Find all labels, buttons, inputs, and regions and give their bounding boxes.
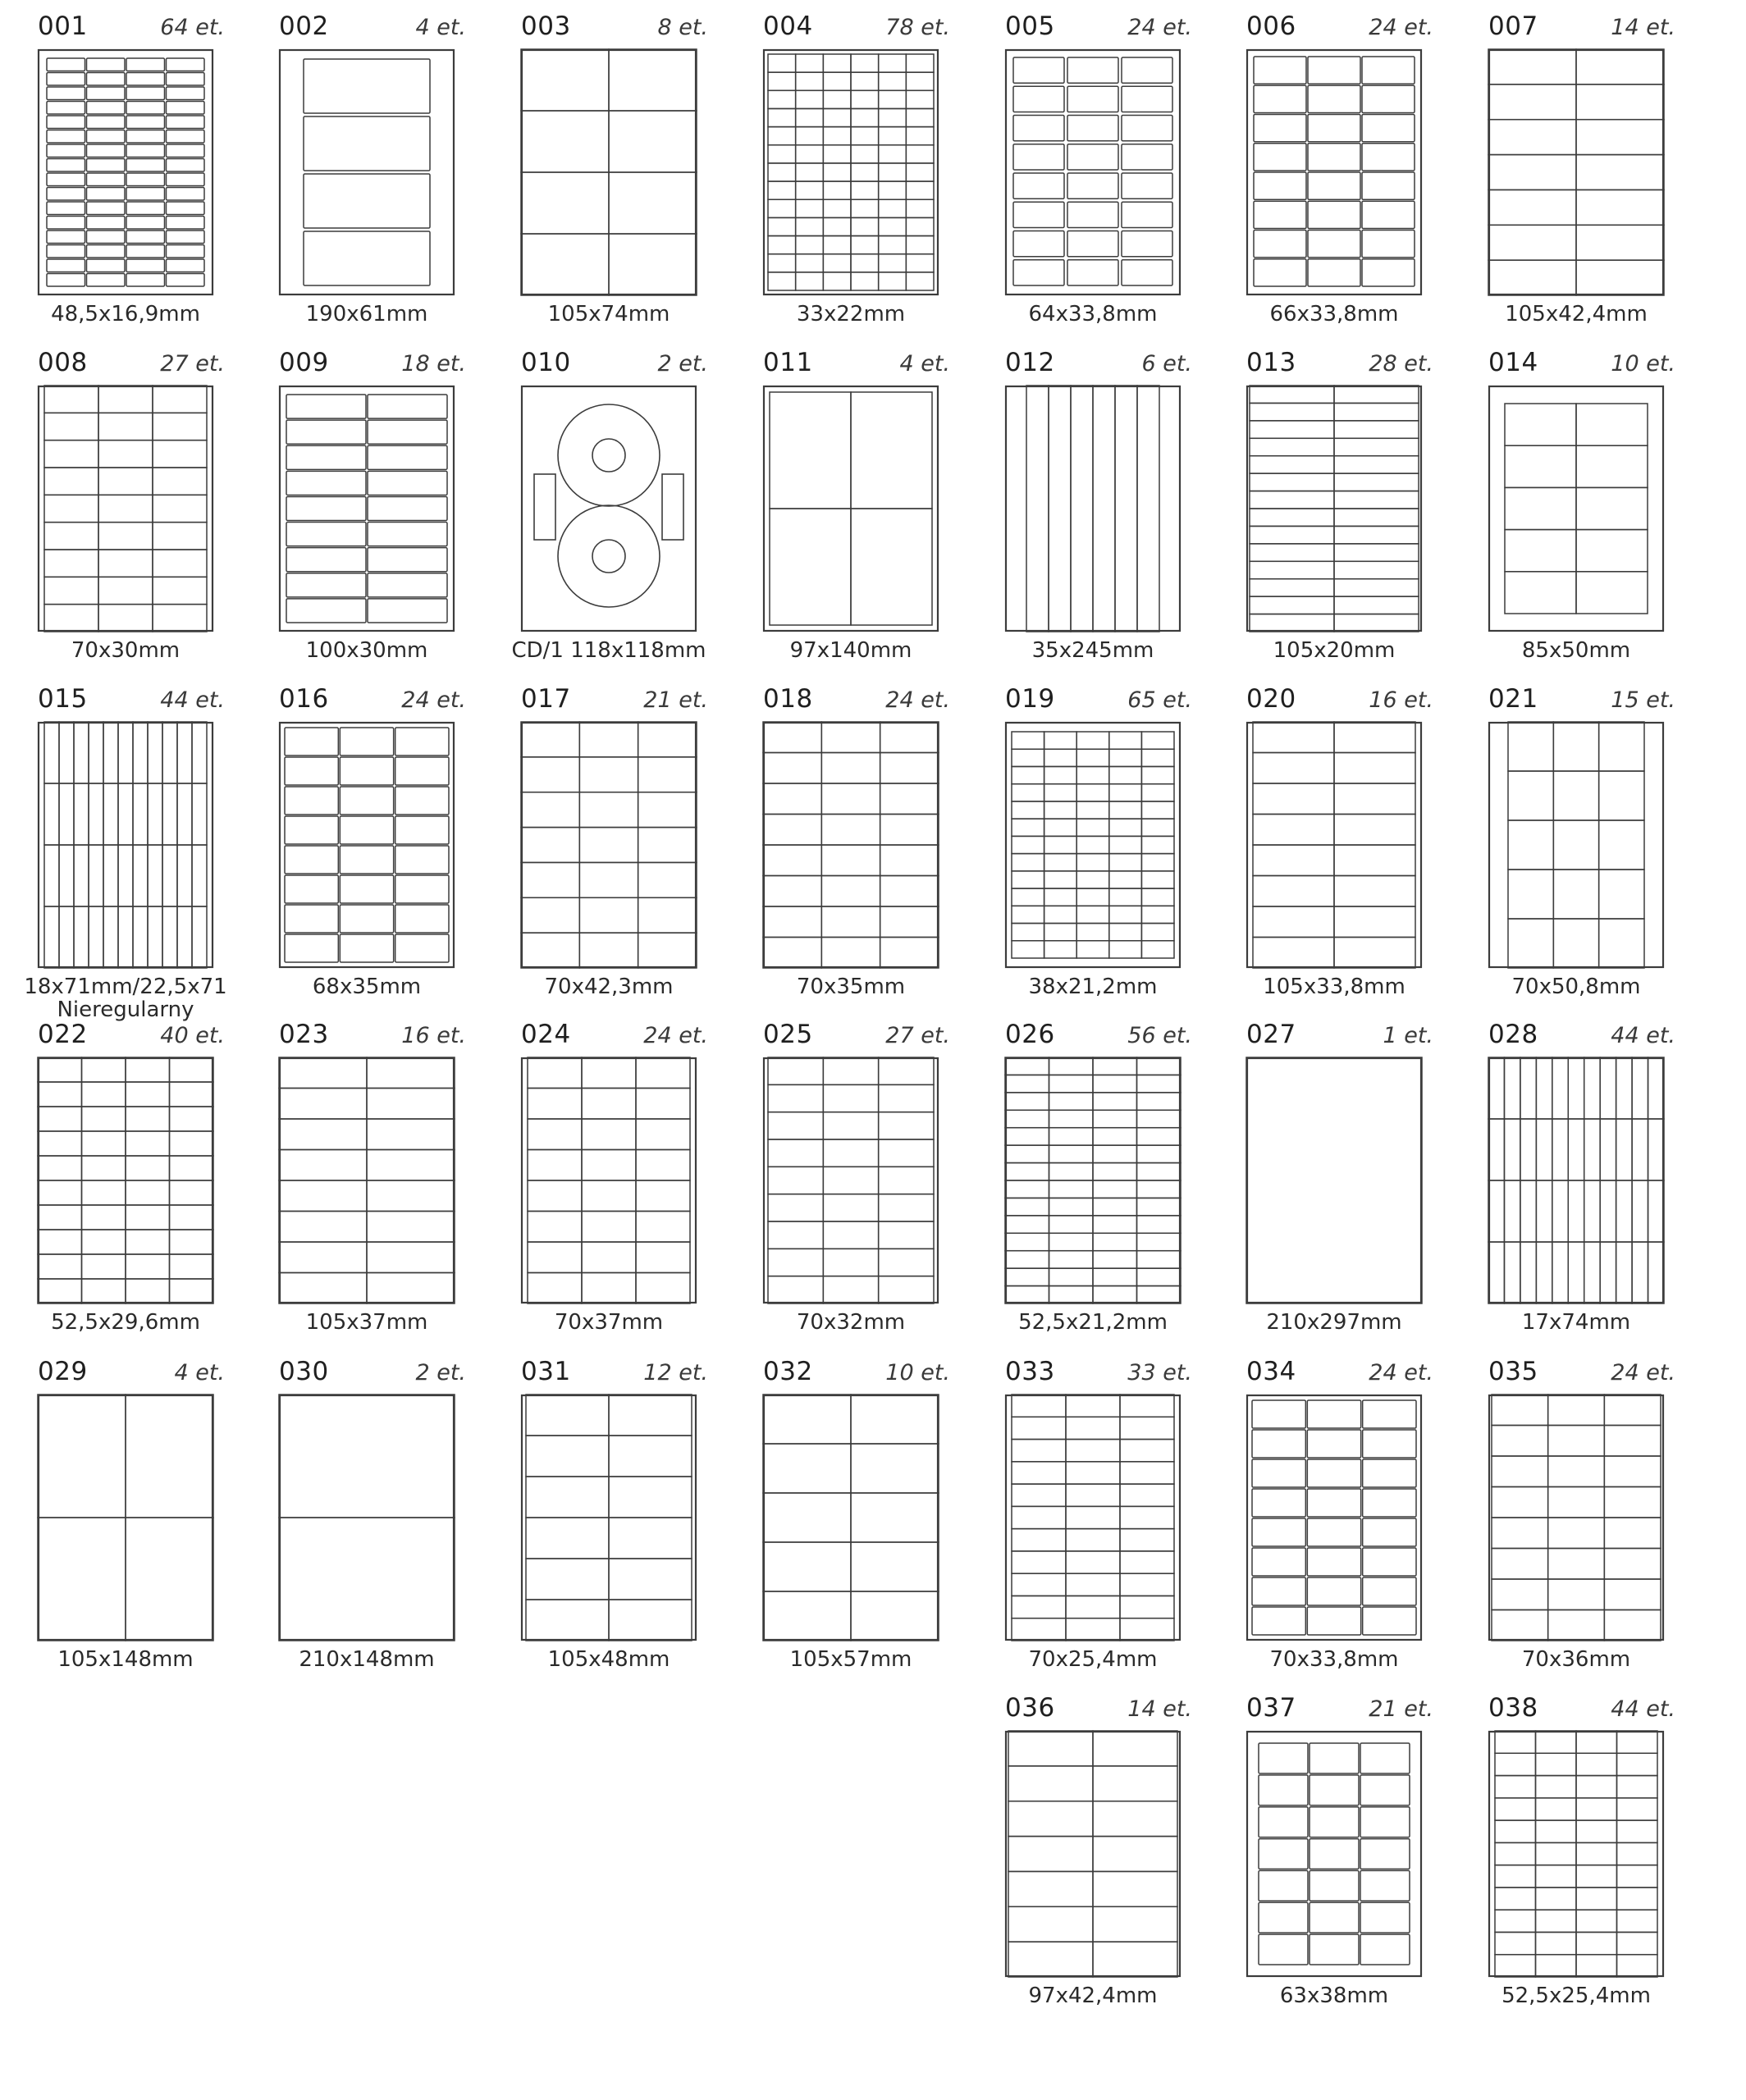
label-dimensions: 105x37mm [305, 1310, 428, 1335]
label-dimensions: 70x42,3mm [544, 975, 674, 999]
label-count: 64 et. [160, 15, 225, 40]
template-code: 006 [1246, 11, 1296, 41]
label-dimensions: 33x22mm [796, 302, 906, 326]
sheet-drawing [279, 1057, 455, 1303]
label-dimensions: 70x35mm [796, 975, 906, 999]
label-dimensions: 210x148mm [299, 1647, 435, 1672]
sheet-preview [279, 386, 455, 632]
sheet-drawing [1246, 386, 1422, 632]
sheet-outline [1006, 723, 1180, 967]
sheet-preview [1488, 1057, 1664, 1303]
sheet-preview [521, 1057, 697, 1303]
sheet-preview [1488, 1731, 1664, 1977]
template-code: 019 [1005, 684, 1055, 714]
sheet-outline [522, 723, 696, 967]
sheet-preview [38, 722, 213, 968]
template-code: 012 [1005, 348, 1055, 377]
label-count: 18 et. [401, 351, 466, 377]
label-template-033[interactable] [1000, 1355, 1197, 1680]
template-code: 038 [1488, 1693, 1538, 1723]
label-count: 33 et. [1127, 1360, 1192, 1386]
sheet-preview [279, 1057, 455, 1303]
label-count: 24 et. [1369, 15, 1433, 40]
label-template-009[interactable] [274, 346, 471, 671]
label-template-027[interactable] [1241, 1018, 1438, 1343]
sheet-drawing [38, 49, 213, 295]
sheet-preview [1005, 386, 1181, 632]
sheet-outline [1247, 1058, 1421, 1303]
sheet-drawing [1488, 1395, 1664, 1641]
label-dimensions: 100x30mm [305, 638, 428, 663]
label-count: 1 et. [1383, 1023, 1433, 1048]
sheet-preview [1246, 386, 1422, 632]
label-count: 14 et. [1127, 1696, 1192, 1722]
sheet-outline [1247, 1395, 1421, 1640]
label-template-028[interactable] [1483, 1018, 1680, 1343]
label-dimensions: 68x35mm [312, 975, 422, 999]
template-code: 036 [1005, 1693, 1055, 1723]
label-count: 27 et. [160, 351, 225, 377]
template-code: 024 [521, 1020, 571, 1049]
sheet-drawing [1005, 1057, 1181, 1303]
label-count: 78 et. [885, 15, 950, 40]
sheet-drawing [279, 386, 455, 632]
sheet-drawing [1488, 49, 1664, 295]
label-template-036[interactable] [1000, 1691, 1197, 2016]
sheet-drawing [38, 1057, 213, 1303]
sheet-preview [1488, 49, 1664, 295]
label-count: 4 et. [415, 15, 466, 40]
label-count: 16 et. [1369, 687, 1433, 713]
label-template-022[interactable] [33, 1018, 230, 1343]
sheet-outline [522, 386, 696, 631]
label-dimensions: 105x74mm [547, 302, 670, 326]
sheet-drawing [1005, 1395, 1181, 1641]
label-dimensions: 97x42,4mm [1028, 1984, 1158, 2008]
label-count: 24 et. [885, 687, 950, 713]
sheet-drawing [1488, 386, 1664, 632]
template-code: 007 [1488, 11, 1538, 41]
template-code: 037 [1246, 1693, 1296, 1723]
label-dimensions: 38x21,2mm [1028, 975, 1158, 999]
label-template-020[interactable] [1241, 682, 1438, 1007]
label-count: 24 et. [1611, 1360, 1675, 1386]
template-code: 004 [763, 11, 813, 41]
label-dimensions: 105x148mm [57, 1647, 194, 1672]
sheet-drawing [1005, 49, 1181, 295]
template-code: 029 [38, 1357, 88, 1386]
sheet-preview [763, 1395, 939, 1641]
label-template-012[interactable] [1000, 346, 1197, 671]
label-count: 10 et. [1611, 351, 1675, 377]
sheet-outline [280, 386, 454, 631]
template-code: 002 [279, 11, 329, 41]
sheet-outline [39, 386, 213, 631]
label-count: 44 et. [1611, 1023, 1675, 1048]
sheet-drawing [521, 722, 697, 968]
label-template-005[interactable] [1000, 10, 1197, 335]
label-count: 27 et. [885, 1023, 950, 1048]
sheet-drawing [763, 49, 939, 295]
label-count: 44 et. [160, 687, 225, 713]
sheet-preview [521, 722, 697, 968]
sheet-preview [1005, 1057, 1181, 1303]
sheet-preview [279, 722, 455, 968]
template-code: 022 [38, 1020, 88, 1049]
label-dimensions: 105x42,4mm [1505, 302, 1648, 326]
template-code: 035 [1488, 1357, 1538, 1386]
sheet-preview [521, 386, 697, 632]
sheet-preview [1005, 1731, 1181, 1977]
label-dimensions: 70x25,4mm [1028, 1647, 1158, 1672]
label-template-031[interactable] [516, 1355, 713, 1680]
label-dimensions: 70x30mm [71, 638, 181, 663]
sheet-drawing [1005, 1731, 1181, 1977]
label-template-021[interactable] [1483, 682, 1680, 1007]
label-count: 10 et. [885, 1360, 950, 1386]
template-code: 010 [521, 348, 571, 377]
label-template-007[interactable] [1483, 10, 1680, 335]
label-count: 15 et. [1611, 687, 1675, 713]
template-code: 030 [279, 1357, 329, 1386]
label-template-019[interactable] [1000, 682, 1197, 1007]
sheet-preview [1488, 1395, 1664, 1641]
label-dimensions: 18x71mm/22,5x71 [24, 975, 227, 999]
label-count: 24 et. [401, 687, 466, 713]
label-note: Nieregularny [57, 998, 194, 1022]
sheet-drawing [763, 386, 939, 632]
label-template-006[interactable] [1241, 10, 1438, 335]
label-dimensions: 70x36mm [1521, 1647, 1631, 1672]
sheet-drawing [1005, 722, 1181, 968]
label-template-030[interactable] [274, 1355, 471, 1680]
label-dimensions: 70x33,8mm [1269, 1647, 1399, 1672]
template-code: 008 [38, 348, 88, 377]
sheet-preview [279, 49, 455, 295]
sheet-preview [763, 386, 939, 632]
sheet-preview [1246, 1057, 1422, 1303]
label-count: 28 et. [1369, 351, 1433, 377]
sheet-drawing [763, 722, 939, 968]
label-dimensions: 85x50mm [1521, 638, 1631, 663]
sheet-drawing [1246, 49, 1422, 295]
label-template-034[interactable] [1241, 1355, 1438, 1680]
template-code: 023 [279, 1020, 329, 1049]
template-code: 034 [1246, 1357, 1296, 1386]
sheet-drawing [1005, 386, 1181, 632]
label-template-038[interactable] [1483, 1691, 1680, 2016]
label-dimensions: 52,5x25,4mm [1501, 1984, 1651, 2008]
sheet-preview [38, 386, 213, 632]
sheet-preview [1246, 722, 1422, 968]
label-dimensions: 210x297mm [1266, 1310, 1402, 1335]
label-template-014[interactable] [1483, 346, 1680, 671]
sheet-preview [1005, 722, 1181, 968]
sheet-drawing [38, 386, 213, 632]
label-dimensions: 48,5x16,9mm [51, 302, 200, 326]
sheet-preview [1005, 49, 1181, 295]
label-template-001[interactable] [33, 10, 230, 335]
template-code: 018 [763, 684, 813, 714]
sheet-drawing [279, 1395, 455, 1641]
label-dimensions: 105x48mm [547, 1647, 670, 1672]
sheet-preview [279, 1395, 455, 1641]
label-count: 65 et. [1127, 687, 1192, 713]
label-dimensions: 35x245mm [1031, 638, 1154, 663]
label-count: 16 et. [401, 1023, 466, 1048]
sheet-preview [1488, 386, 1664, 632]
sheet-preview [1246, 1731, 1422, 1977]
label-count: 24 et. [1127, 15, 1192, 40]
label-dimensions: 52,5x21,2mm [1018, 1310, 1168, 1335]
label-template-015[interactable] [24, 682, 230, 1022]
sheet-preview [38, 49, 213, 295]
label-template-017[interactable] [516, 682, 713, 1007]
sheet-drawing [521, 1057, 697, 1303]
label-dimensions: 52,5x29,6mm [51, 1310, 200, 1335]
label-template-035[interactable] [1483, 1355, 1680, 1680]
template-code: 028 [1488, 1020, 1538, 1049]
label-dimensions: 70x32mm [796, 1310, 906, 1335]
label-count: 4 et. [899, 351, 950, 377]
label-template-008[interactable] [33, 346, 230, 671]
sheet-drawing [279, 49, 455, 295]
template-code: 011 [763, 348, 813, 377]
label-count: 44 et. [1611, 1696, 1675, 1722]
sheet-drawing [1488, 1731, 1664, 1977]
sheet-drawing [279, 722, 455, 968]
template-code: 001 [38, 11, 88, 41]
template-code: 015 [38, 684, 88, 714]
sheet-drawing [1488, 1057, 1664, 1303]
label-template-002[interactable] [274, 10, 471, 335]
label-dimensions: 105x57mm [789, 1647, 912, 1672]
template-code: 026 [1005, 1020, 1055, 1049]
label-count: 14 et. [1611, 15, 1675, 40]
label-template-010[interactable] [511, 346, 713, 671]
label-template-013[interactable] [1241, 346, 1438, 671]
template-code: 033 [1005, 1357, 1055, 1386]
template-code: 003 [521, 11, 571, 41]
sheet-preview [1246, 1395, 1422, 1641]
label-count: 56 et. [1127, 1023, 1192, 1048]
template-code: 027 [1246, 1020, 1296, 1049]
label-template-037[interactable] [1241, 1691, 1438, 2016]
sheet-drawing [38, 722, 213, 968]
label-count: 21 et. [1369, 1696, 1433, 1722]
sheet-drawing [1246, 722, 1422, 968]
template-code: 016 [279, 684, 329, 714]
label-count: 4 et. [174, 1360, 225, 1386]
label-dimensions: 63x38mm [1279, 1984, 1389, 2008]
label-count: 24 et. [643, 1023, 708, 1048]
template-code: 025 [763, 1020, 813, 1049]
sheet-outline [280, 50, 454, 294]
sheet-preview [1488, 722, 1664, 968]
sheet-drawing [521, 49, 697, 295]
sheet-preview [763, 722, 939, 968]
template-code: 021 [1488, 684, 1538, 714]
sheet-preview [763, 49, 939, 295]
template-code: 009 [279, 348, 329, 377]
label-template-029[interactable] [33, 1355, 230, 1680]
sheet-outline [1006, 1395, 1180, 1640]
label-count: 8 et. [657, 15, 708, 40]
label-dimensions: 97x140mm [789, 638, 912, 663]
label-template-023[interactable] [274, 1018, 471, 1343]
sheet-preview [1246, 49, 1422, 295]
label-dimensions: 17x74mm [1521, 1310, 1631, 1335]
label-dimensions: CD/1 118x118mm [511, 638, 706, 663]
sheet-preview [763, 1057, 939, 1303]
template-code: 013 [1246, 348, 1296, 377]
sheet-drawing [1246, 1057, 1422, 1303]
label-dimensions: 70x37mm [554, 1310, 664, 1335]
template-code: 032 [763, 1357, 813, 1386]
label-count: 6 et. [1141, 351, 1192, 377]
sheet-drawing [521, 1395, 697, 1641]
sheet-outline [1247, 1732, 1421, 1976]
sheet-drawing [38, 1395, 213, 1641]
label-template-025[interactable] [758, 1018, 955, 1343]
label-template-018[interactable] [758, 682, 955, 1007]
sheet-drawing [1246, 1731, 1422, 1977]
label-dimensions: 66x33,8mm [1269, 302, 1399, 326]
sheet-outline [764, 1058, 938, 1303]
label-count: 12 et. [643, 1360, 708, 1386]
label-count: 2 et. [657, 351, 708, 377]
label-template-004[interactable] [758, 10, 955, 335]
template-code: 031 [521, 1357, 571, 1386]
sheet-drawing [763, 1057, 939, 1303]
label-dimensions: 105x20mm [1273, 638, 1396, 663]
sheet-drawing [1246, 1395, 1422, 1641]
label-template-026[interactable] [1000, 1018, 1197, 1343]
label-dimensions: 105x33,8mm [1263, 975, 1405, 999]
label-count: 21 et. [643, 687, 708, 713]
sheet-preview [521, 1395, 697, 1641]
sheet-outline [1489, 723, 1663, 967]
sheet-preview [521, 49, 697, 295]
label-template-003[interactable] [516, 10, 713, 335]
label-dimensions: 70x50,8mm [1511, 975, 1641, 999]
label-template-011[interactable] [758, 346, 955, 671]
label-template-024[interactable] [516, 1018, 713, 1343]
label-dimensions: 190x61mm [305, 302, 428, 326]
sheet-drawing [521, 386, 697, 632]
sheet-preview [38, 1057, 213, 1303]
sheet-preview [38, 1395, 213, 1641]
sheet-preview [1005, 1395, 1181, 1641]
label-dimensions: 64x33,8mm [1028, 302, 1158, 326]
template-code: 020 [1246, 684, 1296, 714]
sheet-outline [280, 723, 454, 967]
label-count: 40 et. [160, 1023, 225, 1048]
label-count: 24 et. [1369, 1360, 1433, 1386]
sheet-drawing [763, 1395, 939, 1641]
template-code: 005 [1005, 11, 1055, 41]
template-code: 014 [1488, 348, 1538, 377]
label-template-016[interactable] [274, 682, 471, 1007]
label-template-032[interactable] [758, 1355, 955, 1680]
template-code: 017 [521, 684, 571, 714]
sheet-drawing [1488, 722, 1664, 968]
label-count: 2 et. [415, 1360, 466, 1386]
